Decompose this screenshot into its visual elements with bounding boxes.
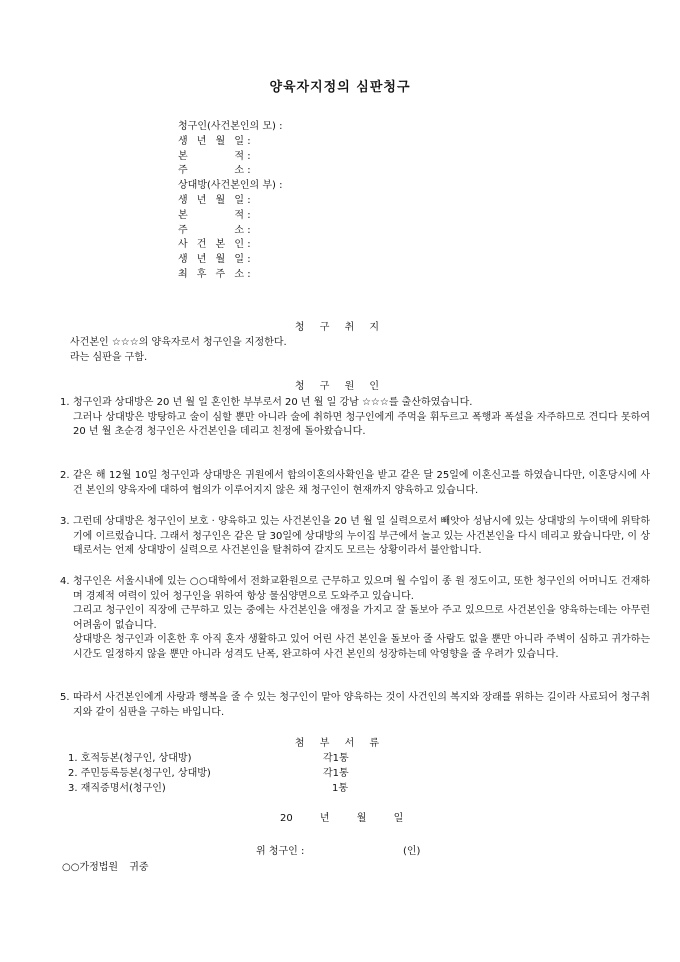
attachment-row [68,753,368,768]
attachment-count: 각1통 [323,753,349,764]
cause-item [60,691,650,720]
party-label: 생 년 월 일 [178,254,244,266]
party-colon: : [247,135,251,147]
cause-item [60,396,650,440]
item-paragraph: 청구인은 서울시내에 있는 ○○대학에서 전화교환원으로 근무하고 있으며 월 수입이 종 원 정도이고, 또한 청구인의 어머니도 건재하며 경제적 여력이 있어 청구인을 위하여 항상 물심양면으로 도와주고 있습니다. [73,576,650,602]
signature-seal: (인) [403,846,421,857]
attachment-row [68,783,368,798]
party-colon: : [247,224,251,236]
item-number: 1. [60,397,70,408]
cause-item [60,515,650,559]
party-row [178,239,282,254]
party-row [178,180,282,195]
party-label: 최 후 주 소 [178,268,244,280]
item-paragraph: 그리고 청구인이 직장에 근무하고 있는 중에는 사건본인을 애정을 가지고 잘 돌보아 주고 있으므로 사건본인을 양육하는데는 아무런 어려움이 없습니다. [73,605,650,631]
party-row [178,165,282,180]
party-info [178,121,282,284]
party-colon: : [247,254,251,266]
party-row [178,151,282,166]
cause-item [60,469,650,498]
item-paragraph: 같은 해 12월 10일 청구인과 상대방은 귀원에서 합의이혼의사확인을 받고 같은 달 25일에 이혼신고를 하였습니다만, 이혼당시에 사건 본인의 양육자에 대하여 협의가 이루어지지 않은 채 청구인이 현재까지 양육하고 있습니다. [73,470,650,496]
attachment-label: 3. 재직증명서(청구인) [68,783,166,794]
item-paragraph: 상대방은 청구인과 이혼한 후 아직 혼자 생활하고 있어 어린 사건 본인을 돌보아 줄 사람도 없을 뿐만 아니라 주벽이 심하고 귀가하는 시간도 일정하지 않을 뿐만 아니라 성격도 난폭, 완고하여 사건 본인의 성장하는데 악영향을 줄 우려가 있습니다. [73,634,650,660]
party-label: 본 적 [178,209,244,221]
party-colon: : [247,268,251,280]
party-label: 생 년 월 일 [178,194,244,206]
item-paragraph: 청구인과 상대방은 20 년 월 일 혼인한 부부로서 20 년 월 일 강남 ☆☆☆를 출산하였습니다. [73,397,473,408]
party-label: 주 소 [178,224,244,236]
claim-line: 사건본인 ☆☆☆의 양육자로서 청구인을 지정한다. [70,337,287,348]
item-paragraph: 그런데 상대방은 청구인이 보호 · 양육하고 있는 사건본인을 20 년 월 일 실력으로서 빼앗아 성남시에 있는 상대방의 누이댁에 위탁하기에 이르렀습니다. 그래서 청구인은 같은 달 30일에 상대방의 누이집 부근에서 놀고 있는 사건본인을 다시 데리고 왔습니다만, 이 상태로서는 언제 상대방이 실력으로 사건본인을 탈취하여 갈지도 모르는 상황이라서 불안합니다. [73,516,650,556]
item-number: 3. [60,516,70,527]
item-number: 4. [60,576,70,587]
party-row [178,195,282,210]
signature-label: 위 청구인 : [256,846,305,857]
attachments-list [68,753,368,798]
item-paragraph: 그러나 상대방은 방탕하고 술이 심할 뿐만 아니라 술에 취하면 청구인에게 주먹을 휘두르고 폭행과 폭설을 자주하므로 견디다 못하여 20 년 월 초순경 청구인은 사건본인을 데리고 친정에 돌아왔습니다. [73,411,650,437]
item-paragraph: 따라서 사건본인에게 사랑과 행복을 줄 수 있는 청구인이 맡아 양육하는 것이 사건인의 복지와 장래를 위하는 길이라 사료되어 청구취지와 같이 심판을 구하는 바입니다. [73,692,650,718]
document-date: 20 년 월 일 [280,813,404,824]
party-colon: : [247,209,251,221]
claim-line: 라는 심판을 구함. [70,352,148,363]
party-label: 생 년 월 일 [178,135,244,147]
cause-item [60,575,650,662]
attachment-row [68,768,368,783]
document-title: 양육자지정의 심판청구 [269,80,411,95]
party-row [178,225,282,240]
party-label: 상대방(사건본인의 부) : [178,180,283,192]
party-colon: : [247,194,251,206]
party-row [178,254,282,269]
attachment-label: 1. 호적등본(청구인, 상대방) [68,753,192,764]
party-label: 사 건 본 인 [178,239,244,251]
court-addressee: ○○가정법원 귀중 [62,862,149,873]
party-row [178,269,282,284]
party-colon: : [247,165,251,177]
party-colon: : [247,150,251,162]
party-colon: : [247,239,251,251]
cause-heading: 청 구 원 인 [294,381,386,392]
attachment-count: 1통 [332,783,349,794]
party-row [178,136,282,151]
party-label: 본 적 [178,150,244,162]
party-row [178,210,282,225]
item-number: 5. [60,692,70,703]
party-row [178,121,282,136]
attachment-count: 각1통 [323,768,349,779]
attachments-heading: 첨 부 서 류 [294,738,386,749]
item-number: 2. [60,470,70,481]
party-label: 주 소 [178,165,244,177]
party-label: 청구인(사건본인의 모) : [178,121,283,132]
attachment-label: 2. 주민등록등본(청구인, 상대방) [68,768,211,779]
claim-heading: 청 구 취 지 [294,322,386,333]
